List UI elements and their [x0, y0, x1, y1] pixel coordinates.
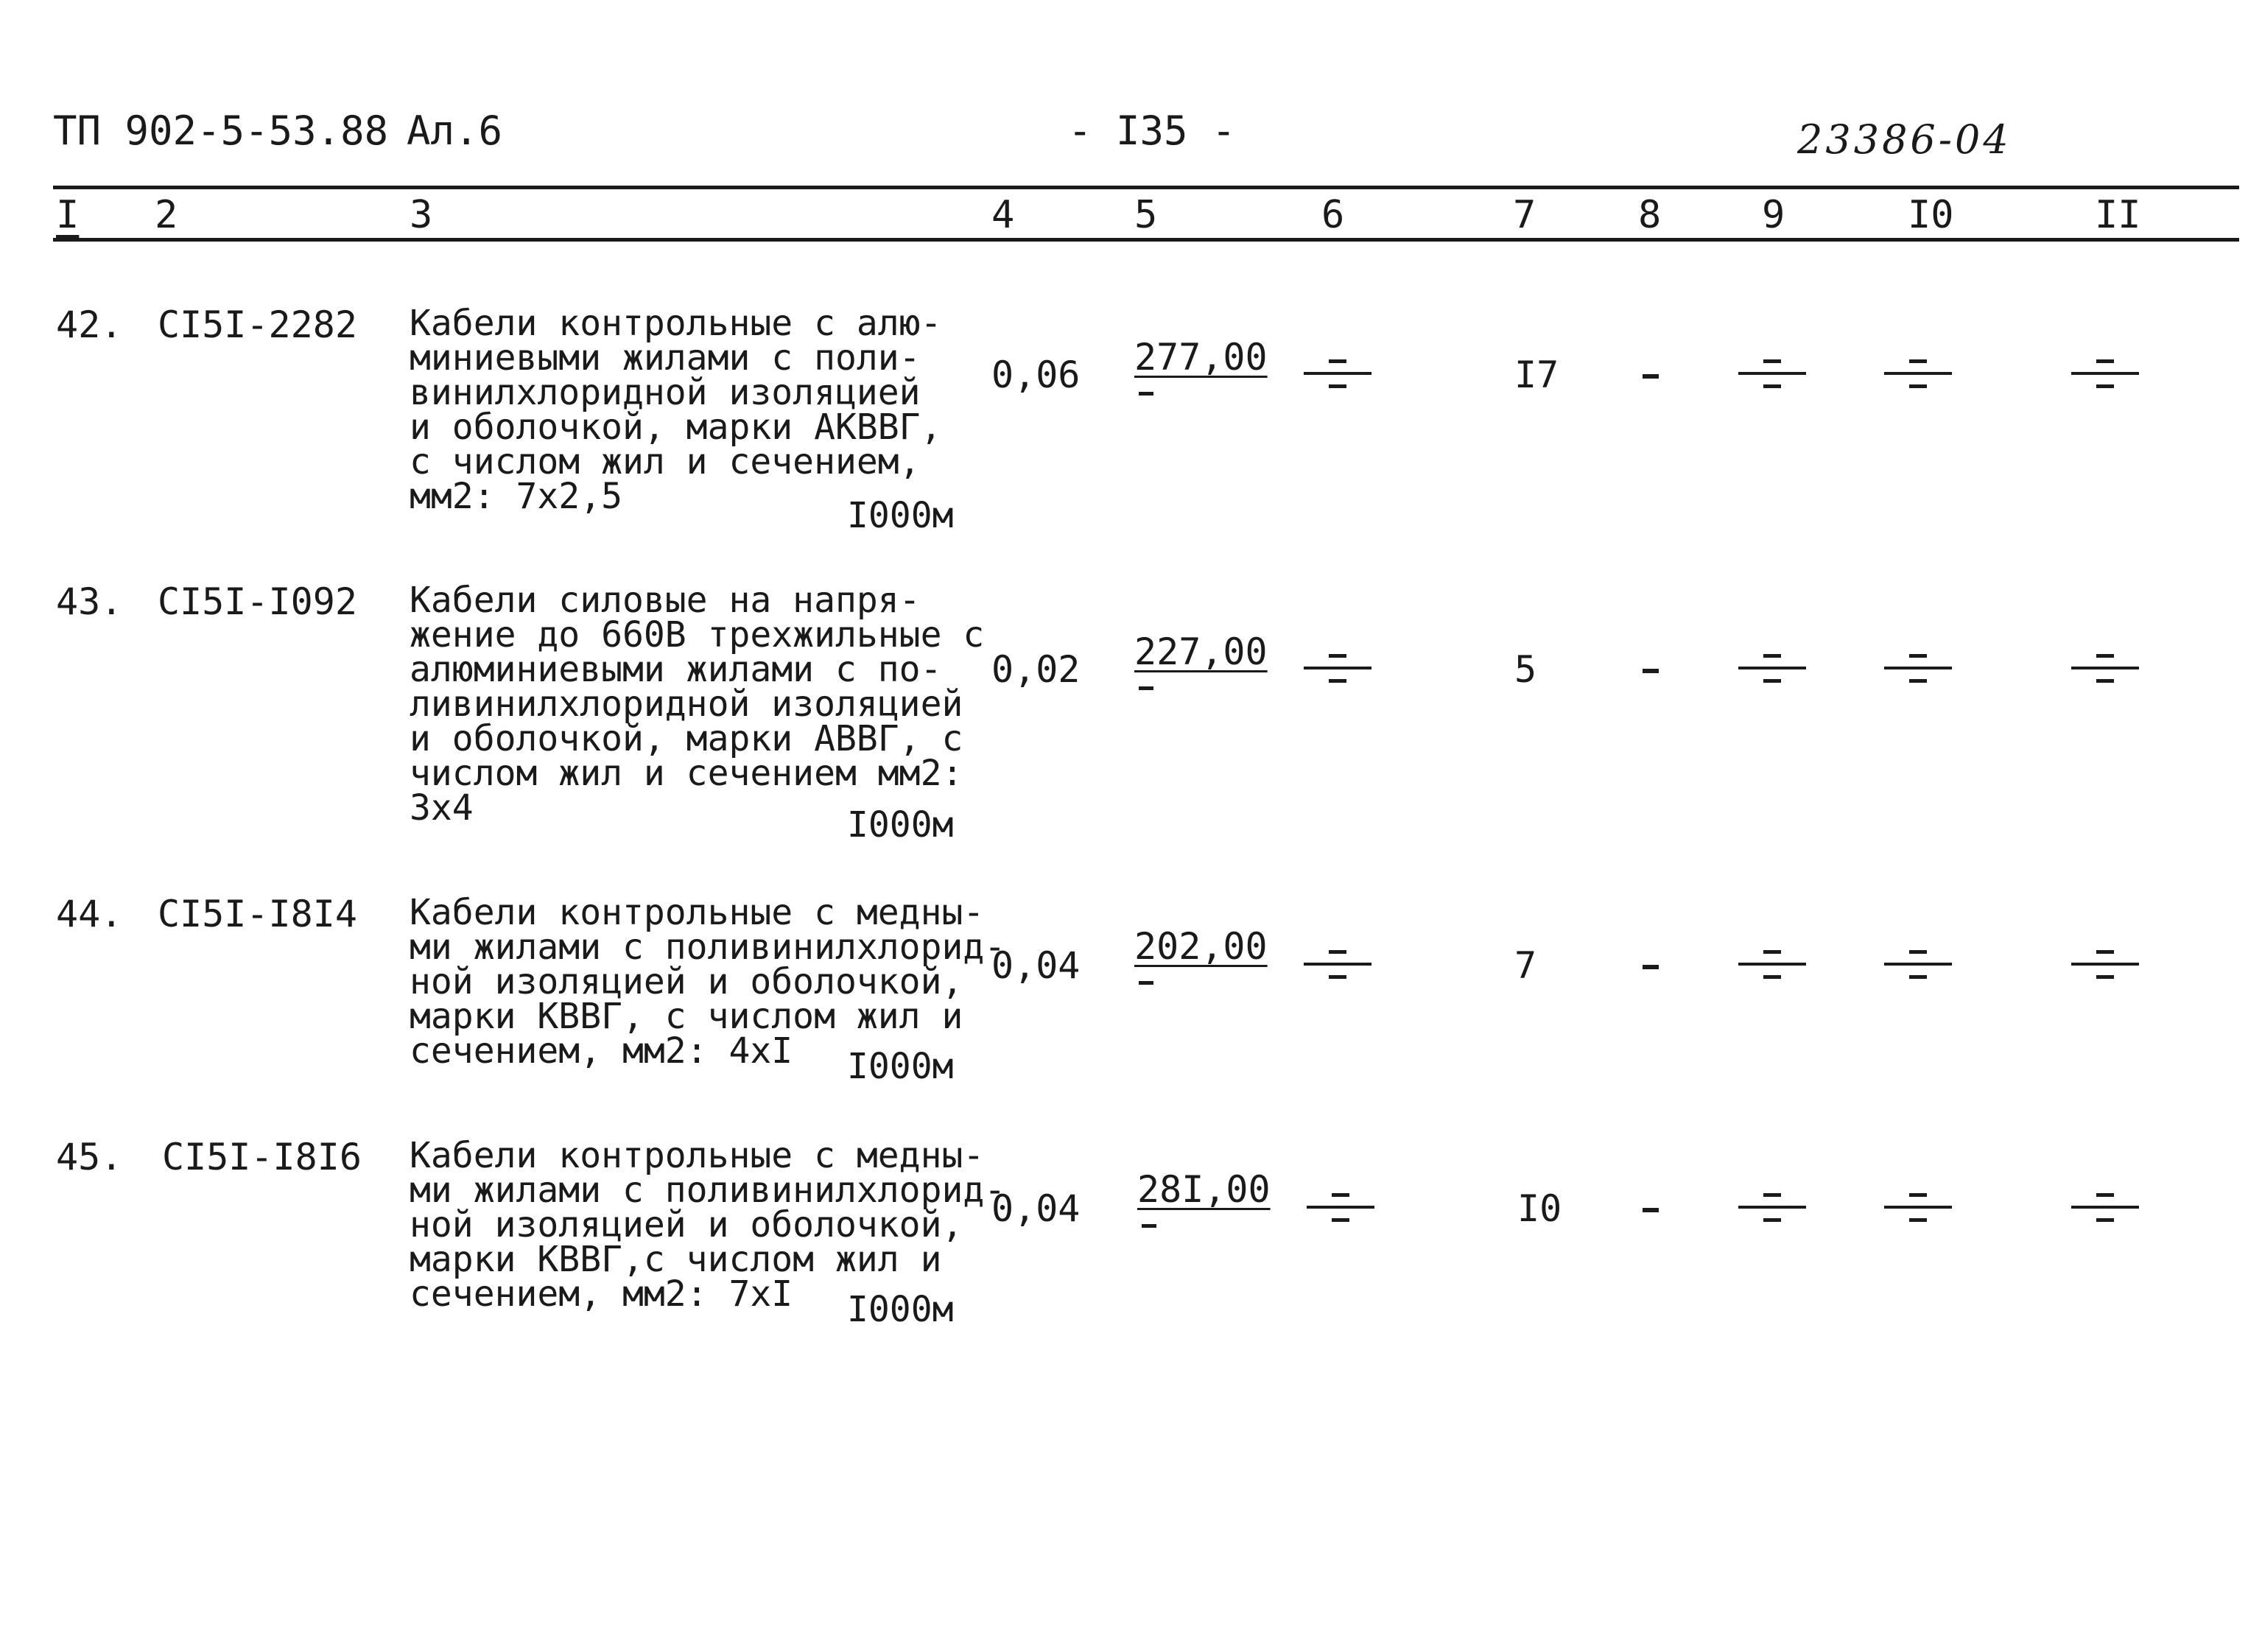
column-number-2: 2 — [155, 193, 178, 237]
row-col4-value: 0,06 — [991, 354, 1081, 396]
row-col5-value: 202,00 — [1134, 925, 1268, 985]
ditto-mark — [1738, 654, 1806, 683]
ditto-mark — [1304, 359, 1371, 389]
row-code: CI5I-2282 — [158, 303, 357, 346]
row-col8-dash — [1643, 1208, 1659, 1212]
header-bottom-rule — [53, 238, 2239, 242]
column-number-4: 4 — [991, 193, 1015, 237]
header-top-rule — [53, 186, 2239, 189]
row-col5-value: 277,00 — [1134, 336, 1268, 396]
album-label: Ал.6 — [407, 108, 503, 154]
column-number-7: 7 — [1513, 193, 1536, 237]
ditto-mark — [2071, 654, 2139, 683]
row-description: Кабели контрольные с медны- ми жилами с поливинилхлорид- ной изоляцией и оболочкой, марки КВВГ, с числом жил и сечением, мм2: 4хI — [410, 892, 1006, 1072]
ditto-mark — [2071, 950, 2139, 980]
column-number-1: I — [56, 193, 80, 237]
column-number-6: 6 — [1321, 193, 1345, 237]
page-number: - I35 - — [1068, 108, 1236, 154]
column-number-3: 3 — [410, 193, 433, 237]
row-unit: I000м — [847, 804, 954, 846]
row-col7-value: 7 — [1514, 944, 1537, 987]
ditto-mark — [1304, 654, 1371, 683]
row-col8-dash — [1643, 669, 1659, 673]
row-col5-value: 227,00 — [1134, 630, 1268, 690]
ditto-mark — [1738, 359, 1806, 389]
row-unit: I000м — [847, 495, 954, 536]
row-col8-dash — [1643, 374, 1659, 379]
row-unit: I000м — [847, 1289, 954, 1330]
row-description: Кабели контрольные с медны- ми жилами с поливинилхлорид- ной изоляцией и оболочкой, марки КВВГ,с числом жил и сечением, мм2: 7хI — [410, 1135, 1006, 1315]
row-description: Кабели контрольные с алю- миниевыми жилами с поли- винилхлоридной изоляцией и оболочкой, марки АКВВГ, с числом жил и сечением, мм2: 7х2,5 — [410, 303, 942, 517]
row-code: CI5I-I8I4 — [158, 893, 357, 935]
row-description: Кабели силовые на напря- жение до 660В трехжильные с алюминиевыми жилами с по- ливинилхлоридной изоляцией и оболочкой, марки АВВГ, с числом жил и сечением мм2: 3х4 — [410, 580, 985, 829]
row-number: 42. — [56, 303, 123, 346]
ditto-mark — [1738, 1193, 1806, 1223]
ditto-mark — [1884, 1193, 1952, 1223]
row-col4-value: 0,04 — [991, 1187, 1081, 1230]
column-number-5: 5 — [1134, 193, 1158, 237]
ditto-mark — [1307, 1193, 1374, 1223]
ditto-mark — [2071, 1193, 2139, 1223]
column-number-10: I0 — [1908, 193, 1954, 237]
ditto-mark — [1884, 359, 1952, 389]
row-col4-value: 0,02 — [991, 648, 1081, 691]
row-code: CI5I-I8I6 — [162, 1136, 362, 1178]
row-col4-value: 0,04 — [991, 944, 1081, 987]
handwritten-number: 23386-04 — [1797, 116, 2012, 163]
row-number: 44. — [56, 893, 123, 935]
row-col7-value: 5 — [1514, 648, 1537, 691]
column-number-11: II — [2095, 193, 2141, 237]
row-unit: I000м — [847, 1046, 954, 1087]
row-col5-value: 28I,00 — [1137, 1168, 1271, 1228]
row-col7-value: I7 — [1514, 354, 1559, 396]
row-number: 45. — [56, 1136, 123, 1178]
ditto-mark — [1304, 950, 1371, 980]
ditto-mark — [2071, 359, 2139, 389]
document-code: ТП 902-5-53.88 — [53, 108, 389, 154]
column-number-9: 9 — [1762, 193, 1785, 237]
row-code: CI5I-I092 — [158, 580, 357, 623]
ditto-mark — [1738, 950, 1806, 980]
ditto-mark — [1884, 654, 1952, 683]
row-col8-dash — [1643, 965, 1659, 969]
row-number: 43. — [56, 580, 123, 623]
row-col7-value: I0 — [1517, 1187, 1562, 1230]
column-number-8: 8 — [1638, 193, 1662, 237]
ditto-mark — [1884, 950, 1952, 980]
